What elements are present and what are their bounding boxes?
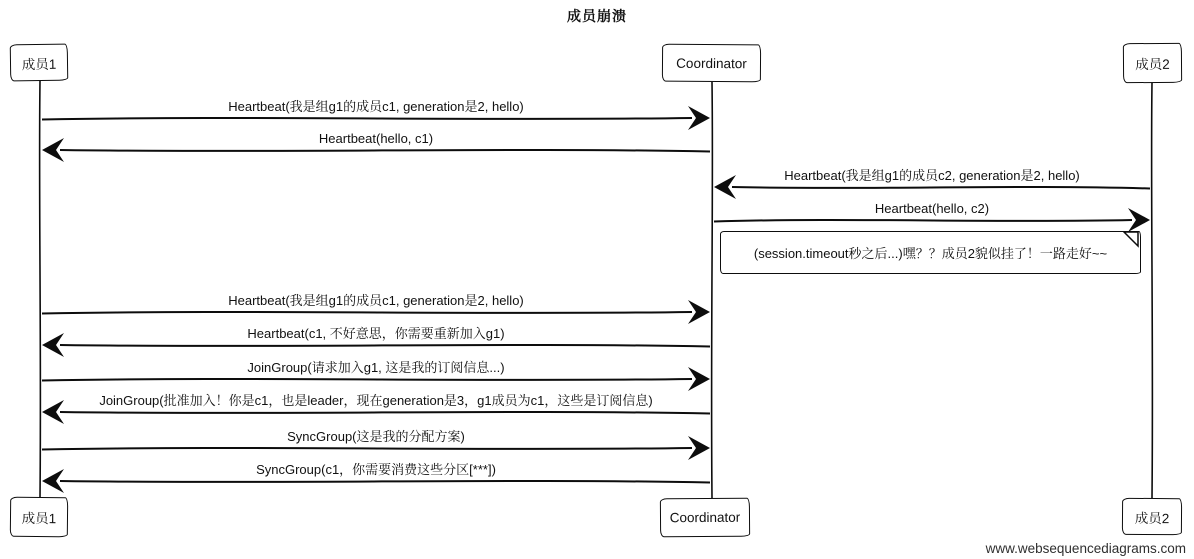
message-heartbeat-c1-again: [40, 293, 712, 327]
actor-box-coordinator-top: [662, 44, 761, 83]
actor-box-coordinator-bottom: [660, 498, 750, 538]
message-label: SyncGroup(c1，你需要消费这些分区[***]): [256, 462, 496, 477]
message-heartbeat-c2: [712, 168, 1152, 202]
arrow-right-icon: [40, 104, 712, 132]
actor-box-member2-bottom: [1122, 498, 1182, 535]
actor-box-member2-top: [1123, 43, 1182, 83]
message-joingroup-response: [40, 393, 712, 427]
message-heartbeat-reply-c1: [40, 131, 712, 165]
note-fold-icon: [1122, 230, 1142, 250]
message-syncgroup-request: [40, 429, 712, 463]
message-heartbeat-c1: [40, 99, 712, 133]
arrow-left-icon: [40, 331, 712, 359]
arrow-right-icon: [712, 206, 1152, 234]
watermark: www.websequencediagrams.com: [985, 541, 1186, 556]
note-session-timeout: [720, 231, 1141, 274]
actor-label-member1: 成员1: [21, 510, 57, 527]
actor-box-member1-top: [10, 44, 69, 82]
message-label: Heartbeat(我是组g1的成员c2, generation是2, hello): [784, 168, 1080, 183]
message-label: Heartbeat(hello, c2): [874, 201, 990, 216]
arrow-left-icon: [40, 467, 712, 495]
message-joingroup-request: [40, 360, 712, 394]
message-label: Heartbeat(我是组g1的成员c1, generation是2, hello): [228, 99, 524, 114]
actor-label-member1: 成员1: [21, 56, 57, 72]
actor-box-member1-bottom: [10, 497, 68, 538]
message-label: Heartbeat(hello, c1): [318, 131, 434, 146]
message-label: JoinGroup(请求加入g1, 这是我的订阅信息...): [247, 360, 505, 375]
arrow-left-icon: [712, 173, 1152, 201]
message-syncgroup-response: [40, 462, 712, 496]
note-text: (session.timeout秒之后...)嘿？？成员2貌似挂了！一路走好~~: [753, 246, 1108, 261]
message-label: JoinGroup(批准加入！你是c1，也是leader，现在generation是3，g1成员为c1，这些是订阅信息): [99, 393, 653, 408]
actor-label-coordinator: Coordinator: [676, 55, 747, 71]
arrow-right-icon: [40, 365, 712, 393]
arrow-right-icon: [40, 434, 712, 462]
actor-label-member2: 成员2: [1134, 510, 1170, 526]
arrow-left-icon: [40, 398, 712, 426]
actor-label-coordinator: Coordinator: [669, 509, 741, 526]
arrow-right-icon: [40, 298, 712, 326]
actor-label-member2: 成员2: [1135, 56, 1170, 73]
arrow-left-icon: [40, 136, 712, 164]
message-label: Heartbeat(我是组g1的成员c1, generation是2, hello): [228, 293, 524, 308]
message-heartbeat-rejoin: [40, 326, 712, 360]
lifeline-member2: [1152, 83, 1153, 498]
message-label: SyncGroup(这是我的分配方案): [287, 429, 465, 444]
diagram-title: 成员崩溃: [567, 8, 627, 24]
message-heartbeat-reply-c2: [712, 201, 1152, 235]
message-label: Heartbeat(c1, 不好意思，你需要重新加入g1): [247, 326, 505, 341]
